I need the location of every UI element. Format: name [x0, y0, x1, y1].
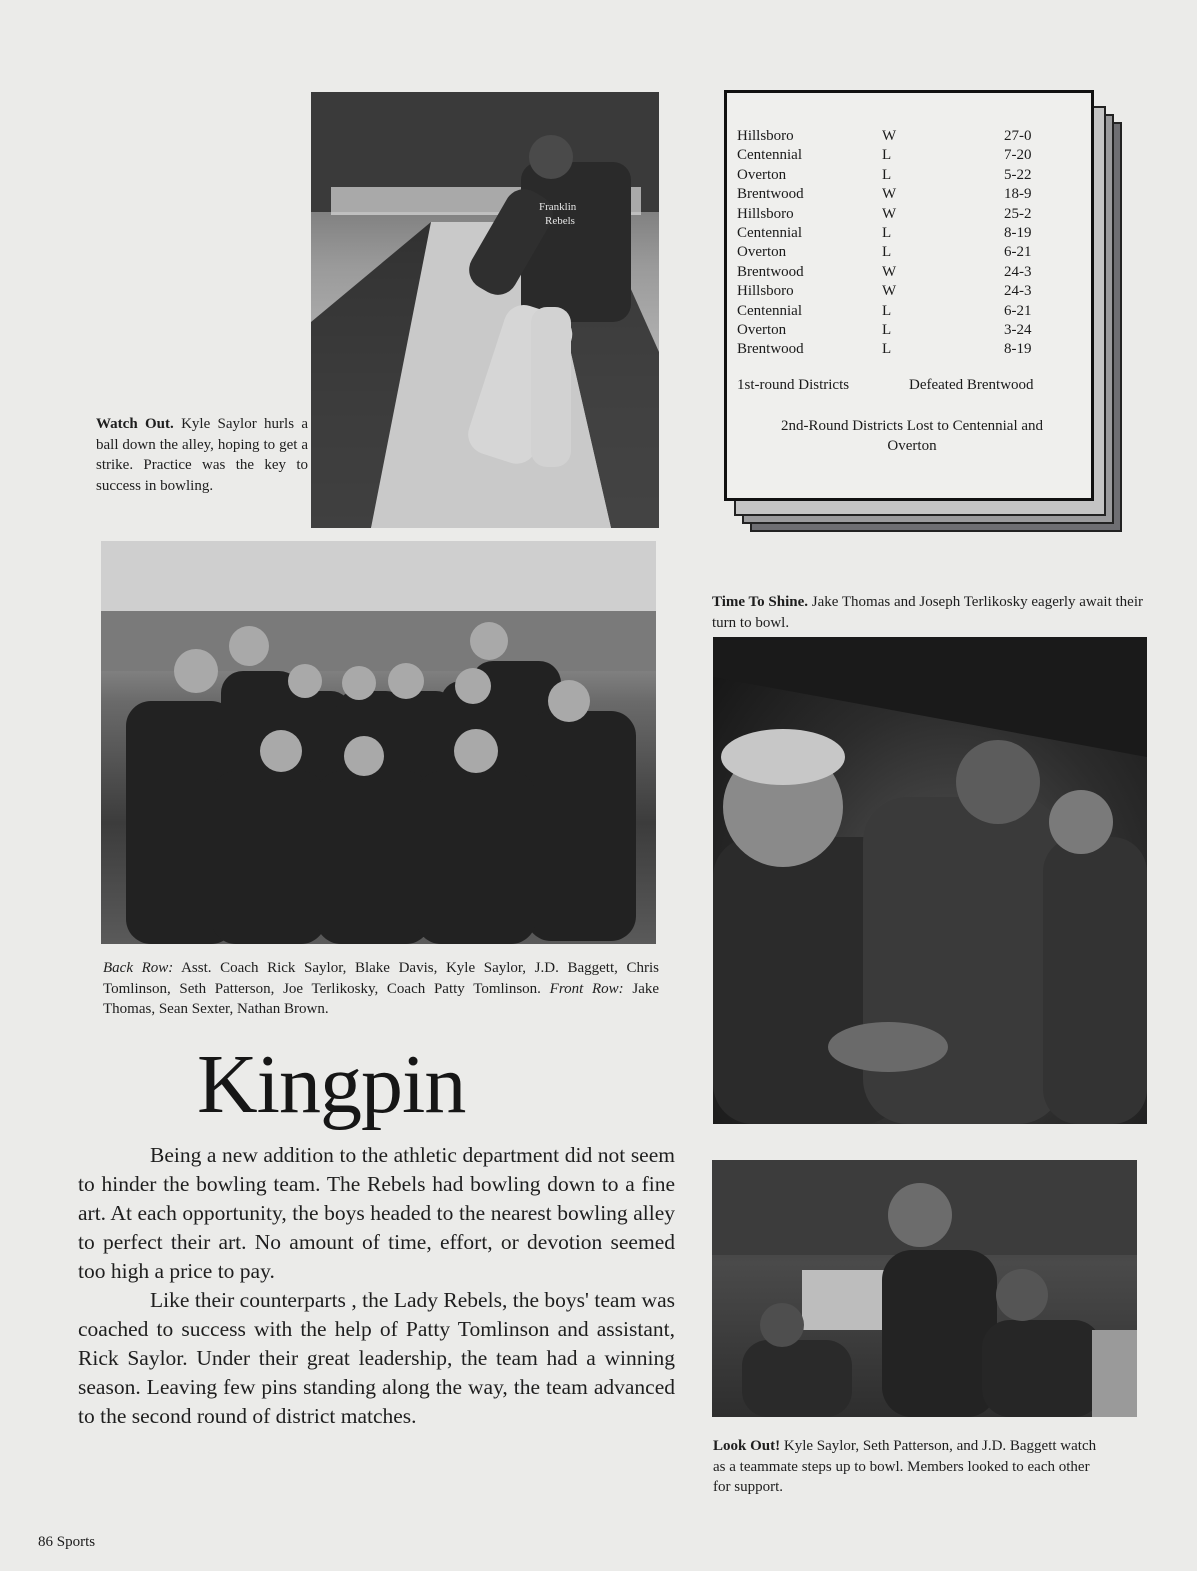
schedule-result: L — [882, 244, 892, 261]
schedule-result: L — [882, 302, 892, 319]
photo-time-to-shine — [713, 637, 1147, 1124]
schedule-team: Brentwood — [737, 341, 804, 358]
headline: Kingpin — [197, 1038, 466, 1131]
schedule-score: 7-20 — [1004, 147, 1032, 164]
caption-look-out — [713, 1436, 1103, 1498]
schedule-result: W — [882, 283, 897, 300]
photo-team — [101, 541, 656, 944]
bowling-alley-illustration — [311, 92, 659, 528]
schedule-result: L — [882, 225, 892, 241]
schedule-result: W — [882, 128, 897, 144]
schedule-result: L — [882, 166, 892, 183]
caption-front-row-text: Jake Thomas, Sean Sexter, Nathan Brown. — [103, 980, 660, 1017]
district-round-2: 2nd-Round Districts Lost to Centennial and Overton — [780, 418, 1044, 454]
schedule-score: 8-19 — [1004, 225, 1032, 241]
shirt-text-1: Franklin — [539, 201, 577, 213]
schedule-result: L — [882, 322, 892, 338]
schedule-team: Brentwood — [737, 186, 804, 203]
photo-look-out — [712, 1160, 1137, 1417]
schedule-row — [737, 205, 1077, 224]
caption-time-to-shine-lead: Time To Shine. — [712, 594, 809, 610]
schedule-result: W — [882, 205, 897, 222]
caption-team — [103, 958, 659, 1020]
body-text — [78, 1141, 675, 1431]
schedule-score: 8-19 — [1004, 341, 1032, 358]
schedule-result: L — [882, 147, 892, 164]
schedule-score: 25-2 — [1004, 205, 1032, 222]
schedule-row — [737, 243, 1077, 262]
schedule-row — [737, 146, 1077, 165]
schedule-team: Overton — [737, 244, 787, 261]
schedule-team: Hillsboro — [737, 283, 794, 300]
caption-back-row-text: Asst. Coach Rick Saylor, Blake Davis, Kyle Saylor, J.D. Baggett, Chris Tomlinson, Seth Patterson, Joe Terlikosky, Coach Patty Tomlinson. — [103, 960, 659, 997]
schedule-box — [724, 90, 1094, 501]
caption-back-row-label: Back Row: — [103, 960, 174, 976]
schedule-score: 6-21 — [1004, 302, 1032, 319]
schedule-score: 24-3 — [1004, 263, 1032, 280]
schedule-team: Hillsboro — [737, 205, 794, 222]
schedule-row — [737, 224, 1077, 243]
schedule-row — [737, 185, 1077, 204]
shirt-text-2: Rebels — [545, 215, 575, 227]
schedule-score: 18-9 — [1004, 186, 1032, 203]
photo-bowler — [311, 92, 659, 528]
schedule-row — [737, 321, 1077, 340]
schedule-team: Centennial — [737, 302, 802, 319]
schedule-team: Overton — [737, 166, 787, 183]
schedule-score: 27-0 — [1004, 128, 1032, 144]
caption-watch-out-lead: Watch Out. — [96, 416, 174, 432]
schedule-row — [737, 263, 1077, 282]
caption-watch-out — [96, 414, 308, 496]
district-round-1 — [737, 377, 1077, 394]
caption-time-to-shine-text: Jake Thomas and Joseph Terlikosky eagerly await their turn to bowl. — [712, 594, 1143, 631]
schedule-result: W — [882, 263, 897, 280]
schedule-team: Centennial — [737, 225, 802, 241]
page-folio: 86 Sports — [38, 1534, 96, 1550]
schedule-row — [737, 166, 1077, 185]
schedule-score: 24-3 — [1004, 283, 1032, 300]
look-out-illustration — [712, 1160, 1137, 1417]
caption-look-out-lead: Look Out! — [713, 1438, 781, 1454]
body-paragraph: Like their counterparts , the Lady Rebels, the boys' team was coached to success with the help of Patty Tomlinson and assistant, Rick Saylor. Under their great leadership, the team had a winning season. Leaving few pins standing along the way, the team advanced to the second round of district matches. — [78, 1288, 675, 1428]
schedule-score: 3-24 — [1004, 322, 1032, 338]
schedule-result: W — [882, 186, 897, 203]
schedule-result: L — [882, 341, 892, 358]
caption-watch-out-text: Kyle Saylor hurls a ball down the alley, hoping to get a strike. Practice was the key to success in bowling. — [96, 416, 309, 494]
schedule-row — [737, 127, 1077, 146]
schedule-team: Hillsboro — [737, 128, 794, 144]
schedule-score: 5-22 — [1004, 166, 1032, 183]
body-paragraph: Being a new addition to the athletic department did not seem to hinder the bowling team. The Rebels had bowling down to a fine art. At each opportunity, the boys headed to the nearest bowling alley to perfect their art. No amount of time, effort, or devotion seemed too high a price to pay. — [78, 1143, 675, 1283]
caption-look-out-text: Kyle Saylor, Seth Patterson, and J.D. Baggett watch as a teammate steps up to bowl. Members looked to each other for support. — [713, 1438, 1097, 1495]
schedule-row — [737, 282, 1077, 301]
time-to-shine-illustration — [713, 637, 1147, 1124]
district-round-1-label: 1st-round Districts — [737, 377, 850, 393]
schedule-row — [737, 302, 1077, 321]
schedule-team: Overton — [737, 322, 787, 338]
district-round-1-result: Defeated Brentwood — [909, 377, 1034, 393]
caption-front-row-label: Front Row: — [549, 980, 624, 997]
schedule-row — [737, 340, 1077, 359]
team-photo-illustration — [101, 541, 656, 944]
schedule-score: 6-21 — [1004, 244, 1032, 261]
caption-time-to-shine — [712, 592, 1152, 633]
schedule-team: Brentwood — [737, 263, 804, 280]
schedule-team: Centennial — [737, 147, 802, 164]
